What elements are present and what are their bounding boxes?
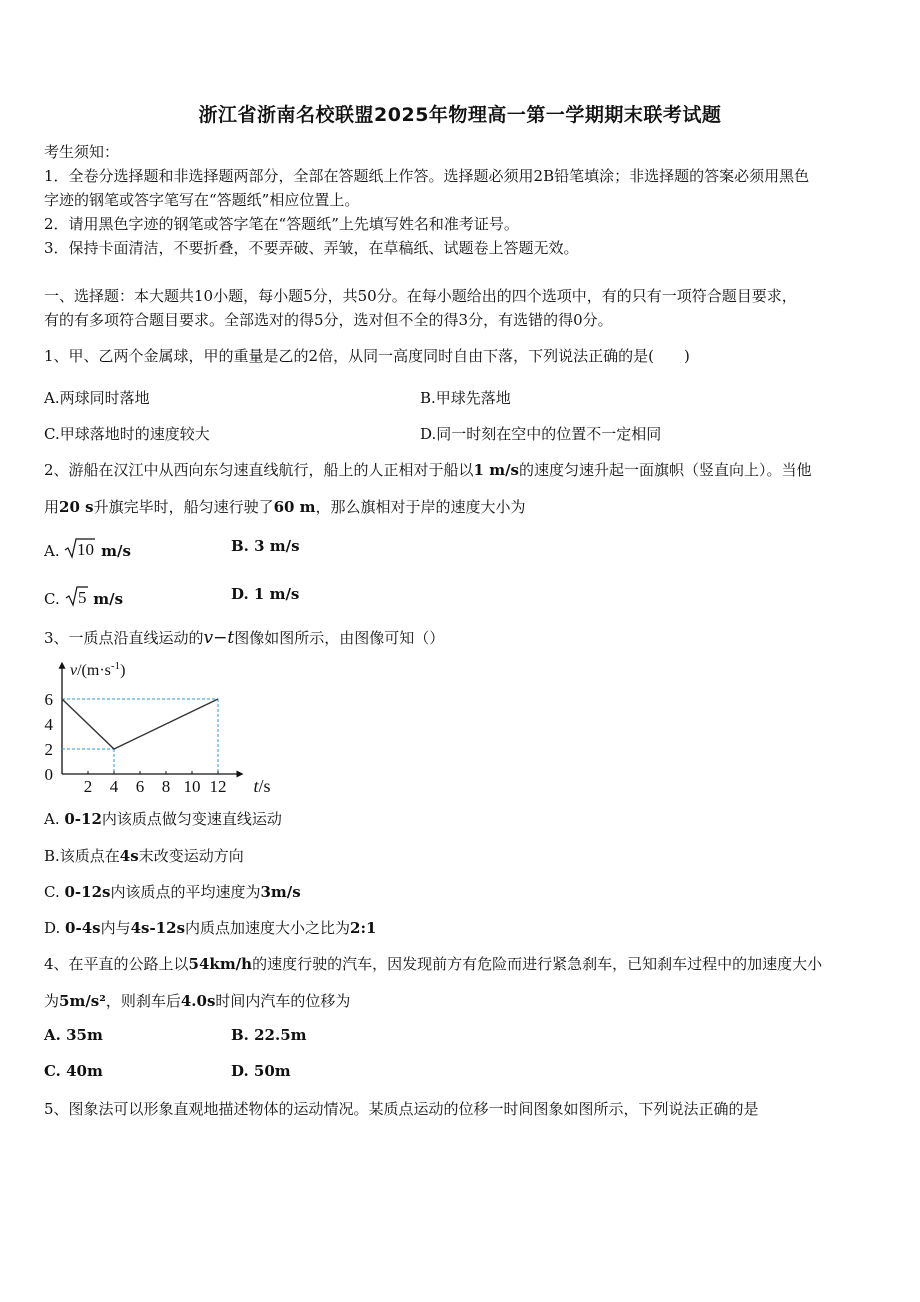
q1-option-d: D.同一时刻在空中的位置不一定相同 — [420, 425, 662, 443]
q4-option-d: D. 50m — [231, 1062, 291, 1080]
y-axis-label: $v/(m\cdot s^{-1})$ — [70, 660, 126, 679]
notice-item-1: 1．全卷分选择题和非选择题两部分，全部在答题纸上作答。选择题必须用2B铅笔填涂；非选择题的答案必须用黑色 — [44, 167, 810, 185]
q5-stem: 5、图象法可以形象直观地描述物体的运动情况。某质点运动的位移一时间图象如图所示，下列说法正确的是 — [44, 1100, 759, 1118]
sqrt-symbol — [64, 537, 96, 559]
x-axis-arrow — [237, 771, 244, 778]
velocity-series-line — [62, 699, 218, 749]
q2-option-c: C. 5 m/s — [44, 585, 123, 608]
sqrt-symbol — [65, 585, 89, 607]
q1-option-b: B.甲球先落地 — [420, 389, 511, 407]
vt-chart — [40, 655, 290, 800]
page-title: 浙江省浙南名校联盟2025年物理高一第一学期期末联考试题 — [198, 104, 722, 126]
q3-option-d: D. 0-4s内与4s-12s内质点加速度大小之比为2:1 — [44, 919, 377, 937]
q2-stem-line2: 用20 s升旗完毕时，船匀速行驶了60 m，那么旗相对于岸的速度大小为 — [44, 498, 526, 516]
q2-option-b: B. 3 m/s — [231, 537, 300, 555]
x-axis-label: t/s — [253, 776, 271, 796]
y-tick-label: 4 — [44, 715, 53, 734]
x-tick-label: 4 — [109, 777, 119, 796]
x-tick-label: 10 — [183, 777, 201, 796]
x-tick-label: 12 — [209, 777, 227, 796]
y-tick-label: 6 — [44, 690, 53, 709]
section-instructions-cont: 有的有多项符合题目要求。全部选对的得5分，选对但不全的得3分，有选错的得0分。 — [44, 311, 613, 329]
notice-item-3: 3．保持卡面清洁，不要折叠，不要弄破、弄皱，在草稿纸、试题卷上答题无效。 — [44, 239, 579, 257]
y-axis-arrow — [59, 662, 66, 669]
svg-text:5: 5 — [77, 588, 86, 607]
x-tick-label: 2 — [83, 777, 93, 796]
q3-option-c: C. 0-12s内该质点的平均速度为3m/s — [44, 883, 301, 901]
notice-item-2: 2．请用黑色字迹的钢笔或答字笔在“答题纸”上先填写姓名和准考证号。 — [44, 215, 519, 233]
q4-option-c: C. 40m — [44, 1062, 103, 1080]
notice-heading: 考生须知： — [44, 143, 120, 161]
q2-option-a: A. 10 m/s — [44, 537, 131, 560]
y-tick-label: 2 — [44, 740, 53, 759]
q4-option-b: B. 22.5m — [231, 1026, 307, 1044]
q2-option-d: D. 1 m/s — [231, 585, 300, 603]
notice-item-1-cont: 字迹的钢笔或答字笔写在“答题纸”相应位置上。 — [44, 191, 360, 209]
q2-stem-line1: 2、游船在汉江中从西向东匀速直线航行，船上的人正相对于船以1 m/s的速度匀速升起一面旗帜（竖直向上）。当他 — [44, 461, 812, 479]
q4-option-a: A. 35m — [44, 1026, 103, 1044]
q4-stem-line2: 为5m/s²，则刹车后4.0s时间内汽车的位移为 — [44, 992, 351, 1010]
q3-option-b: B.该质点在4s末改变运动方向 — [44, 847, 244, 865]
x-tick-label: 6 — [135, 777, 145, 796]
q4-stem-line1: 4、在平直的公路上以54km/h的速度行驶的汽车，因发现前方有危险而进行紧急刹车，已知刹车过程中的加速度大小 — [44, 955, 823, 973]
q3-stem: 3、一质点沿直线运动的v−t图像如图所示，由图像可知（） — [44, 628, 445, 648]
x-tick-label: 8 — [161, 777, 171, 796]
section-instructions: 一、选择题：本大题共10小题，每小题5分，共50分。在每小题给出的四个选项中，有的只有一项符合题目要求， — [44, 287, 797, 305]
q3-option-a: A. 0-12内该质点做匀变速直线运动 — [44, 810, 282, 828]
y-tick-label: 0 — [44, 765, 53, 784]
q1-stem: 1、甲、乙两个金属球，甲的重量是乙的2倍，从同一高度同时自由下落，下列说法正确的是( ) — [44, 347, 690, 365]
svg-text:10: 10 — [77, 540, 95, 559]
q1-option-c: C.甲球落地时的速度较大 — [44, 425, 210, 443]
q1-option-a: A.两球同时落地 — [44, 389, 150, 407]
